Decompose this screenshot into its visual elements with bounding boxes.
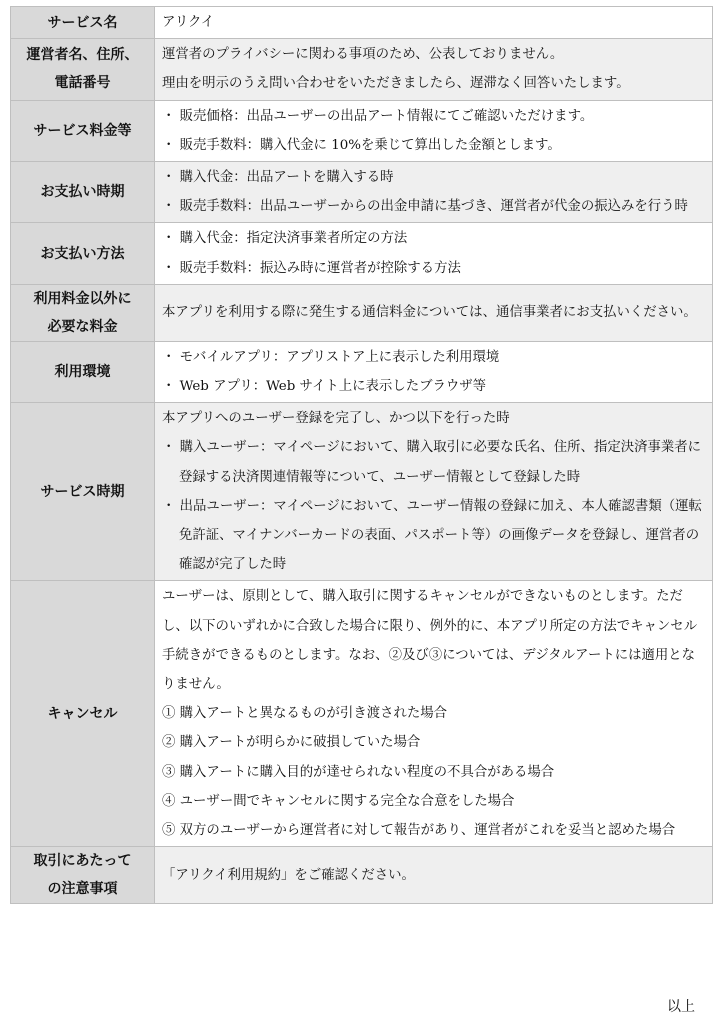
row-label-line: キャンセル [47, 705, 118, 722]
row-label-line: お支払い時期 [40, 184, 125, 201]
table-row [11, 341, 713, 402]
row-label [11, 847, 155, 904]
row-label-line: 必要な料金 [47, 318, 118, 335]
row-label-line: 電話番号 [54, 75, 111, 92]
row-label-line: サービス名 [47, 14, 118, 31]
paragraph-text: 本アプリへのユーザー登録を完了し、かつ以下を行った時 [162, 411, 510, 427]
table-row [11, 162, 713, 223]
row-content [155, 403, 713, 581]
row-label [11, 223, 155, 284]
bullet-item: ・ 出品ユーザー：マイページにおいて、ユーザー情報の登録に加え、本人確認書類（運転免許証、マイナンバーカードの表面、パスポート等）の画像データを登録し、運営者の確認が完了した時 [162, 498, 702, 573]
bullet-item: ・ 販売手数料：購入代金に 10%を乗じて算出した金額とします。 [162, 137, 561, 153]
table-row [11, 7, 713, 39]
row-label [11, 7, 155, 39]
row-label-line: サービス料金等 [33, 122, 132, 139]
paragraph-text: 本アプリを利用する際に発生する通信料金については、通信事業者にお支払いください。 [162, 305, 697, 321]
row-label [11, 403, 155, 581]
bullet-item: ・ Web アプリ：Web サイト上に表示したブラウザ等 [162, 379, 487, 395]
row-label [11, 162, 155, 223]
row-content [155, 223, 713, 284]
table-body [11, 7, 713, 904]
table-row [11, 581, 713, 847]
row-label-line: の注意事項 [47, 881, 118, 898]
table-row [11, 100, 713, 161]
row-label-line: 取引にあたって [33, 853, 132, 870]
numbered-item: ② 購入アートが明らかに破損していた場合 [162, 735, 421, 751]
paragraph-text: 運営者のプライバシーに関わる事項のため、公表しておりません。 [162, 47, 564, 63]
row-content [155, 39, 713, 100]
paragraph-text: アリクイ [162, 15, 215, 30]
table-row [11, 403, 713, 581]
bullet-item: ・ 販売手数料：振込み時に運営者が控除する方法 [162, 260, 461, 276]
row-label-line: 利用環境 [54, 364, 111, 381]
end-note: 以上 [667, 999, 695, 1015]
row-label-line: 運営者名、住所、 [26, 47, 139, 64]
service-info-table [10, 6, 713, 904]
table-row [11, 847, 713, 904]
row-label [11, 100, 155, 161]
row-label [11, 341, 155, 402]
paragraph-text: ユーザーは、原則として、購入取引に関するキャンセルができないものとします。ただし、以下のいずれかに合致した場合に限り、例外的に、本アプリ所定の方法でキャンセル手続きができるものとします。なお、②及び③については、デジタルアートには適用となりません。 [162, 589, 698, 693]
bullet-item: ・ 購入代金：出品アートを購入する時 [162, 170, 394, 186]
bullet-item: ・ 販売手数料：出品ユーザーからの出金申請に基づき、運営者が代金の振込みを行う時 [162, 199, 688, 215]
table-row [11, 284, 713, 341]
row-content [155, 847, 713, 904]
row-label-line: サービス時期 [40, 483, 125, 500]
row-content [155, 162, 713, 223]
row-content [155, 7, 713, 39]
bullet-item: ・ モバイルアプリ：アプリストア上に表示した利用環境 [162, 349, 500, 365]
row-label [11, 39, 155, 100]
numbered-item: ④ ユーザー間でキャンセルに関する完全な合意をした場合 [162, 793, 515, 809]
row-content [155, 581, 713, 847]
numbered-item: ③ 購入アートに購入目的が達せられない程度の不具合がある場合 [162, 764, 555, 780]
table-row [11, 223, 713, 284]
numbered-item: ① 購入アートと異なるものが引き渡された場合 [162, 706, 448, 722]
bullet-item: ・ 購入ユーザー：マイページにおいて、購入取引に必要な氏名、住所、指定決済事業者に登録する決済関連情報等について、ユーザー情報として登録した時 [162, 440, 702, 485]
table-row [11, 39, 713, 100]
bullet-item: ・ 購入代金：指定決済事業者所定の方法 [162, 231, 408, 247]
bullet-item: ・ 販売価格：出品ユーザーの出品アート情報にてご確認いただけます。 [162, 108, 594, 124]
paragraph-text: 「アリクイ利用規約」をご確認ください。 [162, 867, 415, 883]
numbered-item: ⑤ 双方のユーザーから運営者に対して報告があり、運営者がこれを妥当と認めた場合 [162, 823, 676, 839]
paragraph-text: 理由を明示のうえ問い合わせをいただきましたら、遅滞なく回答いたします。 [162, 76, 630, 92]
row-label-line: お支払い方法 [40, 245, 125, 262]
row-content [155, 284, 713, 341]
row-label [11, 284, 155, 341]
row-content [155, 100, 713, 161]
row-label [11, 581, 155, 847]
row-content [155, 341, 713, 402]
row-label-line: 利用料金以外に [33, 290, 132, 307]
